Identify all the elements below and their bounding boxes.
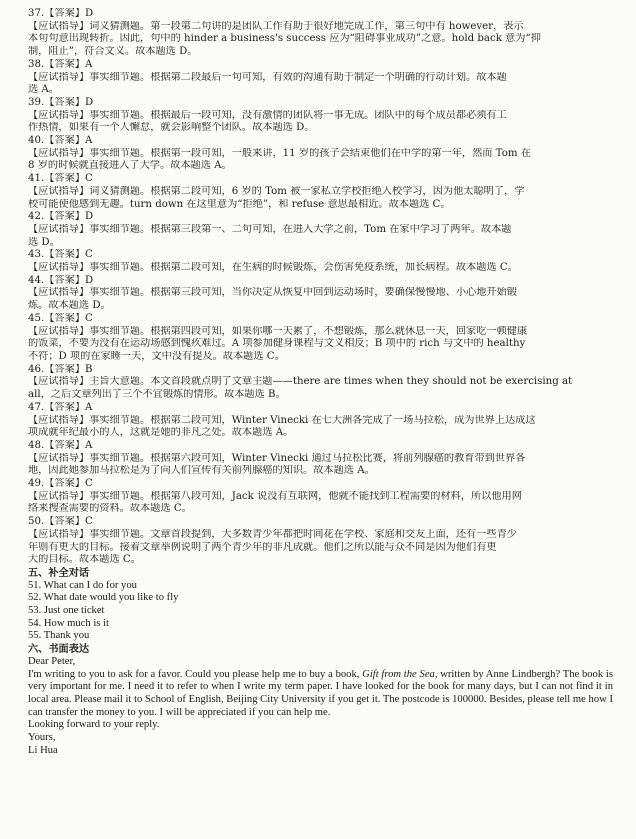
guide-line: 【应试指导】事实细节题。根据第二段可知，Winter Vinecki 在七大洲各完成了一场马拉松，成为世界上达成这 xyxy=(28,414,536,426)
question-number: 45. xyxy=(28,312,45,324)
dialogue-item: 51. What can I do for you xyxy=(28,579,137,591)
letter-valediction: Yours, xyxy=(28,732,56,744)
question-number: 46. xyxy=(28,363,45,375)
guide-line: 【应试指导】事实细节题。根据第一段可知，一般来讲，11 岁的孩子会结束他们在中学的第一年，然而 Tom 在 xyxy=(28,147,531,159)
guide-line: 本句句意出现转折。因此，句中的 hinder a business's success 应为“阻碍事业成功”之意。hold back 意为“抑 xyxy=(28,33,541,45)
answer-block xyxy=(28,59,622,97)
answer-block xyxy=(28,8,622,59)
guide-line: 【应试指导】词义猜测题。根据第二段可知，6 岁的 Tom 被一家私立学校拒绝入校学习，因为他太聪明了，学 xyxy=(28,185,525,197)
answer-block xyxy=(28,135,622,173)
letter-signature: Li Hua xyxy=(28,744,58,756)
answer-line xyxy=(28,516,622,529)
guide-line: 【应试指导】主旨大意题。本文首段就点明了文章主题——there are times when they should not be exercising at xyxy=(28,376,573,388)
answer-choice: 【答案】A xyxy=(44,58,93,70)
section-dialogue xyxy=(28,567,622,643)
guide-line: 8 岁的时候就直接进入了大学。故本题选 A。 xyxy=(28,160,232,172)
answer-choice: 【答案】C xyxy=(44,173,93,185)
guide-line: 选 D。 xyxy=(28,236,60,248)
answer-line xyxy=(28,402,622,415)
question-number: 40. xyxy=(28,135,45,147)
letter-greeting: Dear Peter, xyxy=(28,655,76,667)
answer-choice: 【答案】D xyxy=(44,211,94,223)
answer-block xyxy=(28,364,622,402)
question-number: 38. xyxy=(28,58,45,70)
question-number: 44. xyxy=(28,274,45,286)
answer-block xyxy=(28,478,622,516)
guide-line: 作热情，如果有一个人懈怠，就会影响整个团队。故本题选 D。 xyxy=(28,122,315,134)
answer-line xyxy=(28,478,622,491)
answer-block xyxy=(28,97,622,135)
answer-choice: 【答案】C xyxy=(44,478,93,490)
answer-block xyxy=(28,211,622,249)
guide-line: 的饭菜，不要为没有在运动场感到愧疚难过。A 项参加健身课程与文义相反；B 项中的 rich 与文中的 healthy xyxy=(28,338,526,350)
guide-line: 络来搜查需要的资料。故本题选 C。 xyxy=(28,503,192,515)
dialogue-item: 55. Thank you xyxy=(28,630,90,642)
answer-block xyxy=(28,249,622,274)
question-number: 41. xyxy=(28,173,45,185)
answer-block xyxy=(28,440,622,478)
answer-choice: 【答案】D xyxy=(44,96,94,108)
answer-line xyxy=(28,97,622,110)
guide-line: 【应试指导】事实细节题。根据第六段可知，Winter Vinecki 通过马拉松比赛，将前列腺癌的教育带到世界各 xyxy=(28,452,526,464)
question-number: 37. xyxy=(28,8,45,19)
answer-line xyxy=(28,135,622,148)
guide-line: all，之后文章列出了三个不宜锻炼的情形。故本题选 B。 xyxy=(28,389,286,401)
answer-line xyxy=(28,249,622,262)
answer-choice: 【答案】C xyxy=(44,249,93,261)
question-number: 43. xyxy=(28,249,45,261)
question-number: 48. xyxy=(28,439,45,451)
book-title: Gift from the Sea xyxy=(362,668,435,680)
section6-title: 六、书面表达 xyxy=(28,643,90,656)
question-number: 42. xyxy=(28,211,45,223)
answer-choice: 【答案】D xyxy=(44,8,94,19)
answer-choice: 【答案】C xyxy=(44,312,93,324)
letter-body-a: I'm writing to you to ask for a favor. Could you please help me to buy a book, xyxy=(28,668,363,680)
dialogue-item: 54. How much is it xyxy=(28,617,109,629)
answer-choice: 【答案】C xyxy=(44,516,93,528)
answer-line xyxy=(28,211,622,224)
dialogue-item: 53. Just one ticket xyxy=(28,605,105,617)
answer-list xyxy=(28,8,622,567)
guide-line: 炼。故本题选 D。 xyxy=(28,300,111,312)
guide-line: 【应试指导】事实细节题。根据第二段最后一句可知，有效的沟通有助于制定一个明确的行动计划。故本题 xyxy=(28,71,507,83)
answer-choice: 【答案】A xyxy=(44,135,93,147)
answer-block xyxy=(28,173,622,211)
guide-line: 【应试指导】事实细节题。根据第四段可知，如果你哪一天累了，不想锻炼，那么就休息一天，回家吃一顿健康 xyxy=(28,325,528,337)
letter-body-b: , written by Anne Lindbergh? The book is very important for me. I need it to refer to when I write my term paper. I have looked for the book for many days, but I can not find it in local area. Please mail it to School of English, Beijing City University if you get it. The postcode is 100000. Besides, please tell me how I can transfer the money to you. I will be appreciated if you can help me. xyxy=(28,668,613,718)
guide-line: 年则有更大的目标。接着文章举例说明了两个青少年的非凡成就。他们之所以能与众不同是因为他们有更 xyxy=(28,541,497,553)
answer-block xyxy=(28,275,622,313)
guide-line: 【应试指导】事实细节题。文章首段提到，大多数青少年都把时间花在学校、家庭和交友上面，还有一些青少 xyxy=(28,528,517,540)
guide-line: 地，因此她参加马拉松是为了向人们宣传有关前列腺癌的知识。故本题选 A。 xyxy=(28,465,375,477)
answer-line xyxy=(28,8,622,21)
answer-choice: 【答案】B xyxy=(44,363,93,375)
guide-line: 【应试指导】事实细节题。根据第三段第一、二句可知，在进入大学之前，Tom 在家中学习了两年。故本题 xyxy=(28,223,512,235)
letter-closing: Looking forward to your reply. xyxy=(28,719,160,731)
section-writing xyxy=(28,643,622,757)
guide-line: 【应试指导】事实细节题。根据第二段可知，在生病的时候锻炼，会伤害免疫系统，加长病程。故本题选 C。 xyxy=(28,262,518,274)
answer-choice: 【答案】D xyxy=(44,274,94,286)
answer-block xyxy=(28,313,622,364)
answer-line xyxy=(28,440,622,453)
dialogue-item: 52. What date would you like to fly xyxy=(28,592,179,604)
section5-title: 五、补全对话 xyxy=(28,566,90,579)
guide-line: 【应试指导】事实细节题。根据第八段可知，Jack 说没有互联网，他就不能找到工程需要的材料，所以他用网 xyxy=(28,490,522,502)
answer-line xyxy=(28,173,622,186)
question-number: 39. xyxy=(28,96,45,108)
answer-line xyxy=(28,59,622,72)
question-number: 50. xyxy=(28,516,45,528)
guide-line: 项成就年纪最小的人，这就是她的非凡之处。故本题选 A。 xyxy=(28,427,294,439)
guide-line: 【应试指导】事实细节题。根据最后一段可知，没有激情的团队将一事无成。团队中的每个成员都必须有工 xyxy=(28,109,507,121)
answer-line xyxy=(28,313,622,326)
answer-choice: 【答案】A xyxy=(44,439,93,451)
answer-block xyxy=(28,402,622,440)
guide-line: 选 A。 xyxy=(28,84,59,96)
letter-body xyxy=(28,669,613,720)
answer-line xyxy=(28,275,622,288)
guide-line: 大的目标。故本题选 C。 xyxy=(28,554,141,566)
guide-line: 【应试指导】事实细节题。根据第三段可知，当你决定从恢复中回到运动场时，要确保慢慢地、小心地开始锻 xyxy=(28,287,517,299)
question-number: 49. xyxy=(28,478,45,490)
guide-line: 不符；D 项的在家睡一天，文中没有提及。故本题选 C。 xyxy=(28,350,285,362)
question-number: 47. xyxy=(28,401,45,413)
guide-line: 【应试指导】词义猜测题。第一段第二句讲的是团队工作有助于很好地完成工作，第三句中有 however，表示 xyxy=(28,20,524,32)
answer-choice: 【答案】A xyxy=(44,401,93,413)
guide-line: 校可能使他感到无趣。turn down 在这里意为“拒绝”，和 refuse 意思最相近。故本题选 C。 xyxy=(28,198,451,210)
answer-line xyxy=(28,364,622,377)
guide-line: 制，阻止”，符合文义。故本题选 D。 xyxy=(28,46,198,58)
answer-block xyxy=(28,516,622,567)
